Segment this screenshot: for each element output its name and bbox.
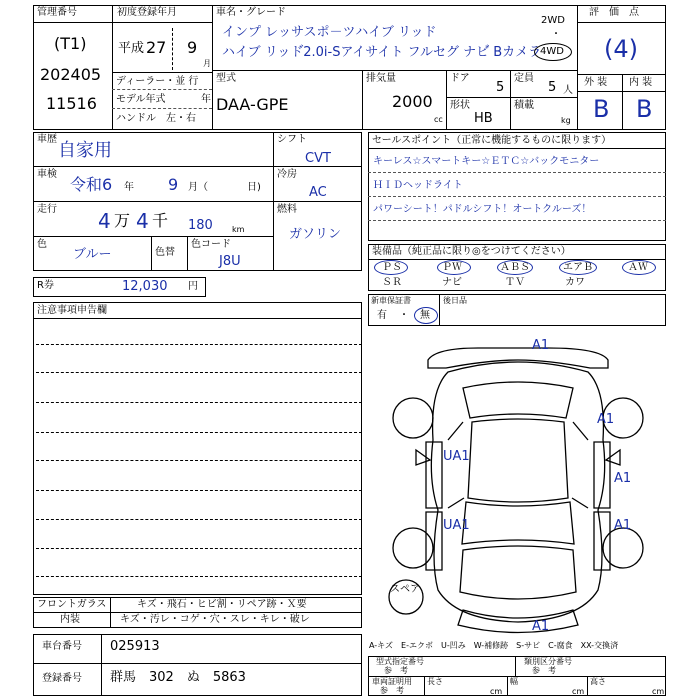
type-designation-ref: 参 考 xyxy=(384,666,408,675)
divider xyxy=(368,148,666,149)
divider xyxy=(368,196,666,197)
displacement-label: 排気量 xyxy=(366,73,396,84)
divider xyxy=(587,676,588,696)
shape-value: HB xyxy=(474,111,493,126)
shift-label: シフト xyxy=(277,134,307,145)
divider xyxy=(577,5,578,130)
divider xyxy=(33,201,362,202)
notes-section xyxy=(33,302,362,595)
capacity-value: 5 xyxy=(548,80,557,95)
warranty-yes: 有 xyxy=(377,310,387,321)
divider xyxy=(362,70,363,130)
divider xyxy=(33,612,362,613)
divider xyxy=(446,97,577,98)
sen-unit: 千 xyxy=(152,211,169,230)
equip-aw-circle xyxy=(622,260,656,275)
capacity-label: 定員 xyxy=(514,73,534,84)
divider xyxy=(101,634,102,696)
equip-airbag: エアＢ xyxy=(563,262,593,273)
model-label: 型式 xyxy=(216,73,236,84)
exterior-grade: B xyxy=(593,95,610,123)
equip-ps: ＰＳ xyxy=(382,262,402,273)
color-code-label: 色コード xyxy=(191,239,231,250)
divider xyxy=(172,28,173,70)
divider xyxy=(212,5,213,130)
notes-line xyxy=(36,402,362,403)
color-code-value: J8U xyxy=(219,254,241,269)
person-unit: 人 xyxy=(563,85,573,96)
car-name-line2: ハイブ リッド゙2.0i-Sアイサイト フルセグ ナビ゙ Bカメラ xyxy=(222,45,542,60)
length-cm: cm xyxy=(490,687,503,696)
equip-abs-circle xyxy=(497,260,533,275)
inspection-month: 9 xyxy=(168,175,179,194)
color-label: 色 xyxy=(37,239,47,250)
mileage-sen-value: 4 xyxy=(136,209,149,233)
divider xyxy=(112,5,113,130)
displacement-value: 2000 xyxy=(392,92,433,111)
reg-month: 9 xyxy=(187,38,198,57)
model-year-label: モデル年式 xyxy=(116,94,166,105)
score-value: (4) xyxy=(604,35,638,63)
km-unit: km xyxy=(232,225,245,234)
divider xyxy=(112,108,212,109)
warranty-no-circle xyxy=(414,307,438,324)
score-label: 評 価 点 xyxy=(589,7,639,18)
yen-unit: 円 xyxy=(188,281,198,292)
color-value: ブルー xyxy=(73,247,112,262)
class-number-ref: 参 考 xyxy=(532,666,556,675)
height-cm: cm xyxy=(652,687,665,696)
equip-navi: ナビ xyxy=(442,277,462,288)
equip-aw: ＡＷ xyxy=(628,262,648,273)
equip-abs: ＡＢＳ xyxy=(500,262,530,273)
notes-line xyxy=(36,432,362,433)
type-designation-label: 型式指定番号 xyxy=(376,657,424,666)
class-number-label: 類別区分番号 xyxy=(524,657,572,666)
width-label: 幅 xyxy=(510,677,518,686)
notes-line xyxy=(36,460,362,461)
top-section xyxy=(33,5,666,130)
divider xyxy=(33,22,112,23)
fuel-value: ガソリン xyxy=(289,227,342,242)
fuel-label: 燃料 xyxy=(277,204,297,215)
interior-options: キズ・汚レ・コゲ・穴・スレ・キレ・破レ xyxy=(120,614,310,625)
inspection-year-unit: 年 xyxy=(124,182,134,193)
divider xyxy=(515,656,516,676)
cert-label: 車両証明用 xyxy=(372,677,412,686)
drive-2wd: 2WD xyxy=(541,15,565,26)
equip-tv: ＴＶ xyxy=(505,277,525,288)
warranty-no: 無 xyxy=(420,310,430,321)
divider xyxy=(439,294,440,326)
divider xyxy=(33,166,362,167)
load-label: 積載 xyxy=(514,100,534,111)
warranty-label: 新車保証書 xyxy=(371,296,411,305)
interior-grade: B xyxy=(636,95,653,123)
divider xyxy=(33,663,362,664)
era: 平成 xyxy=(118,41,145,56)
chassis-number: 025913 xyxy=(110,639,160,654)
mgmt-t: (T1) xyxy=(54,34,87,53)
sales-line-2: ＨＩＤヘッドライト xyxy=(373,180,463,191)
divider xyxy=(151,236,152,271)
drive-dot: ・ xyxy=(551,29,561,40)
notes-line xyxy=(36,576,362,577)
equip-leather: カワ xyxy=(565,277,585,288)
interior-cond-label: 内装 xyxy=(60,614,80,625)
spare-label: スペア xyxy=(390,584,420,595)
damage-mark-front: A1 xyxy=(532,619,550,634)
divider xyxy=(622,74,623,130)
sales-line-3: パワーシート！パドルシフト！オートクルーズ！ xyxy=(373,204,592,215)
divider xyxy=(33,318,362,319)
divider xyxy=(112,22,212,23)
divider xyxy=(212,70,577,71)
shift-value: CVT xyxy=(305,151,331,166)
mgmt-label: 管理番号 xyxy=(37,7,77,18)
damage-mark-right-rear-door: A1 xyxy=(614,471,632,486)
divider xyxy=(187,236,188,271)
month-unit: 月 xyxy=(203,59,211,68)
warranty-section xyxy=(368,294,666,326)
door-label: ドア xyxy=(450,73,470,84)
damage-mark-rear: A1 xyxy=(532,338,550,353)
recycle-label: R券 xyxy=(37,280,54,291)
car-name-line1: インプ レッサスポ－ツハイブ リッド xyxy=(222,25,437,40)
mileage-rest: 180 xyxy=(188,218,213,233)
inspection-month-unit: 月（ xyxy=(188,182,208,193)
damage-mark-right-front-door: A1 xyxy=(614,518,632,533)
history-value: 自家用 xyxy=(58,140,112,161)
divider xyxy=(577,22,666,23)
equip-airbag-circle xyxy=(559,260,597,275)
notes-line xyxy=(36,490,362,491)
divider xyxy=(368,172,666,173)
mgmt-number-2: 11516 xyxy=(46,94,97,113)
height-label: 高さ xyxy=(590,677,606,686)
notes-label: 注意事項申告欄 xyxy=(37,305,107,316)
model-code: DAA-GPE xyxy=(216,95,289,114)
year-unit: 年 xyxy=(201,94,211,105)
damage-mark-left-front-door: UA1 xyxy=(443,518,470,533)
chassis-section xyxy=(33,634,362,696)
equip-ps-circle xyxy=(374,260,408,275)
plate-label: 登録番号 xyxy=(42,673,82,684)
length-label: 長さ xyxy=(427,677,443,686)
handle-label: ハンドル 左・右 xyxy=(116,113,196,124)
cooler-label: 冷房 xyxy=(277,169,297,180)
divider xyxy=(112,72,212,73)
first-reg-label: 初度登録年月 xyxy=(117,7,177,18)
mgmt-number-1: 202405 xyxy=(40,65,102,84)
notes-line xyxy=(36,344,362,345)
divider xyxy=(368,220,666,221)
damage-mark-left-rear-door: UA1 xyxy=(443,449,470,464)
reg-year: 27 xyxy=(146,38,167,57)
mileage-label: 走行 xyxy=(37,204,57,215)
inspection-era: 令和6 xyxy=(70,175,113,194)
divider xyxy=(33,236,273,237)
equipment-label: 装備品（純正品に限り◎をつけてください） xyxy=(372,246,571,257)
inspection-day-unit: 日) xyxy=(247,182,261,193)
equip-pw: ＰＷ xyxy=(442,262,462,273)
kg-unit: kg xyxy=(561,116,571,125)
chassis-label: 車台番号 xyxy=(42,641,82,652)
sales-label: セールスポイント（正常に機能するものに限ります） xyxy=(372,135,612,146)
name-label: 車名・グレード xyxy=(216,7,286,18)
divider xyxy=(446,70,447,130)
warranty-dot: ・ xyxy=(399,310,409,321)
notes-line xyxy=(36,519,362,520)
notes-line xyxy=(36,372,362,373)
windshield-label: フロントガラス xyxy=(37,599,107,610)
mileage-man-value: 4 xyxy=(98,209,111,233)
shape-label: 形状 xyxy=(450,100,470,111)
equip-sr: ＳＲ xyxy=(382,277,402,288)
sales-line-1: キーレス☆スマートキー☆ＥＴＣ☆バックモニター xyxy=(373,156,600,167)
tire-label: 後日品 xyxy=(443,296,467,305)
cooler-value: AC xyxy=(309,185,327,200)
divider xyxy=(424,676,425,696)
width-cm: cm xyxy=(572,687,585,696)
recycle-value: 12,030 xyxy=(122,279,168,294)
inspection-label: 車検 xyxy=(37,169,57,180)
dealer-label: ディーラー・並 行 xyxy=(116,76,199,87)
divider xyxy=(510,70,511,130)
exterior-label: 外 装 xyxy=(584,77,608,88)
drive-4wd-circle xyxy=(534,43,572,61)
damage-legend: A-キズ E-エクボ U-凹み W-補修跡 S-サビ C-腐食 XX-交換済 xyxy=(369,641,619,650)
color-change-label: 色替 xyxy=(155,247,175,258)
plate-number: 群馬 302 ぬ 5863 xyxy=(110,670,246,685)
man-unit: 万 xyxy=(114,211,131,230)
damage-mark-right-rear: A1 xyxy=(597,412,615,427)
divider xyxy=(507,676,508,696)
cert-ref: 参 考 xyxy=(380,686,404,695)
equip-pw-circle xyxy=(437,260,471,275)
recycle-section xyxy=(33,277,206,297)
cc-unit: cc xyxy=(434,115,443,124)
drive-4wd: 4WD xyxy=(540,46,564,57)
interior-label: 内 装 xyxy=(629,77,653,88)
divider xyxy=(112,89,212,90)
notes-line xyxy=(36,548,362,549)
divider xyxy=(110,597,111,628)
windshield-options: キズ・飛石・ヒビ割・リペア跡・Ｘ要 xyxy=(137,599,307,610)
door-value: 5 xyxy=(496,80,505,95)
history-label: 車歴 xyxy=(37,134,57,145)
